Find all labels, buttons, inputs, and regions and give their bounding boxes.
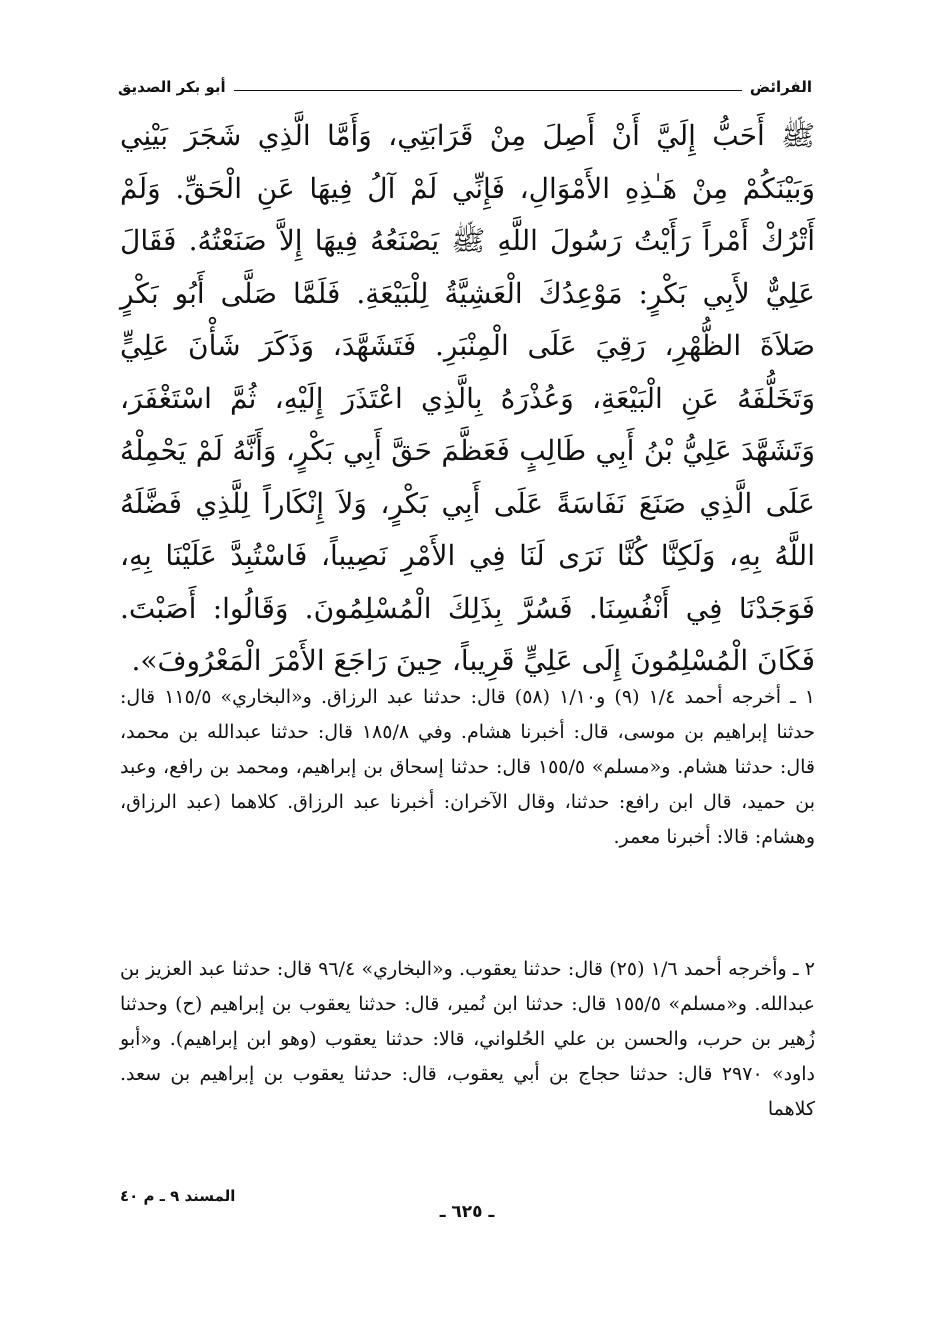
printer-signature: المسند ٩ ـ م ٤٠ — [120, 1187, 236, 1205]
hadith-text-block — [120, 110, 815, 688]
hadith-paragraph: ﷺ أَحَبُّ إِلَيَّ أَنْ أَصِلَ مِنْ قَرَابَتِي، وَأَمَّا الَّذِي شَجَرَ بَيْنِي وَبَيْنَكُمْ مِنْ هَـٰذِهِ الأَمْوَالِ، فَإِنِّي لَمْ آلُ فِيهَا عَنِ الْحَقِّ. وَلَمْ أَتْرُكْ أَمْراً رَأَيْتُ رَسُولَ اللَّهِ ﷺ يَصْنَعُهُ فِيهَا إِلاَّ صَنَعْتُهُ. فَقَالَ عَلِيٌّ لأَبِي بَكْرٍ: مَوْعِدُكَ الْعَشِيَّةُ لِلْبَيْعَةِ. فَلَمَّا صَلَّى أَبُو بَكْرٍ صَلاَةَ الظُّهْرِ، رَقِيَ عَلَى الْمِنْبَرِ. فَتَشَهَّدَ، وَذَكَرَ شَأْنَ عَلِيٍّ وَتَخَلُّفَهُ عَنِ الْبَيْعَةِ، وَعُذْرَهُ بِالَّذِي اعْتَذَرَ إِلَيْهِ، ثُمَّ اسْتَغْفَرَ، وَتَشَهَّدَ عَلِيُّ بْنُ أَبِي طَالِبٍ فَعَظَّمَ حَقَّ أَبِي بَكْرٍ، وَأَنَّهُ لَمْ يَحْمِلْهُ عَلَى الَّذِي صَنَعَ نَفَاسَةً عَلَى أَبِي بَكْرٍ، وَلاَ إِنْكَاراً لِلَّذِي فَضَّلَهُ اللَّهُ بِهِ، وَلَكِنَّا كُنَّا نَرَى لَنَا فِي الأَمْرِ نَصِيباً، فَاسْتُبِدَّ عَلَيْنَا بِهِ، فَوَجَدْنَا فِي أَنْفُسِنَا. فَسُرَّ بِذَلِكَ الْمُسْلِمُونَ. وَقَالُوا: أَصَبْتَ. فَكَانَ الْمُسْلِمُونَ إِلَى عَلِيٍّ قَرِيباً، حِينَ رَاجَعَ الأَمْرَ الْمَعْرُوفَ». — [120, 119, 816, 677]
footnote-text: ٢ ـ وأخرجه أحمد ١/٦ (٢٥) قال: حدثنا يعقوب. و«البخاري» ٩٦/٤ قال: حدثنا عبد العزيز بن عبدالله. و«مسلم» ١٥٥/٥ قال: حدثنا ابن نُمير، قال: حدثنا يعقوب بن إبراهيم (ح) وحدثنا زُهير بن حرب، والحسن بن علي الحُلواني، قالا: حدثنا يعقوب (وهو ابن إبراهيم). و«أبو داود» ٢٩٧٠ قال: حدثنا حجاج بن أبي يعقوب، قال: حدثنا يعقوب بن إبراهيم بن سعد. كلاهما — [120, 958, 815, 1120]
chapter-title: الفرائض — [749, 78, 812, 96]
footnote-2 — [120, 952, 815, 1127]
header-rule — [234, 90, 742, 91]
footnote-text: ١ ـ أخرجه أحمد ١/٤ (٩) و١/١٠ (٥٨) قال: حدثنا عبد الرزاق. و«البخاري» ١١٥/٥ قال: حدثنا إبراهيم بن موسى، قال: أخبرنا هشام. وفي ١٨٥/٨ قال: حدثنا عبدالله بن محمد، قال: حدثنا هشام. و«مسلم» ١٥٥/٥ قال: حدثنا إسحاق بن إبراهيم، ومحمد بن رافع، وعبد بن حميد، قال ابن رافع: حدثنا، وقال الآخران: أخبرنا عبد الرزاق. كلاهما (عبد الرزاق، وهشام: قالا: أخبرنا معمر. — [120, 686, 815, 848]
page-number: ـ ٦٢٥ ـ — [439, 1202, 495, 1222]
running-header — [118, 70, 812, 104]
footnote-1 — [120, 680, 815, 855]
section-title: أبو بكر الصديق — [118, 78, 226, 96]
